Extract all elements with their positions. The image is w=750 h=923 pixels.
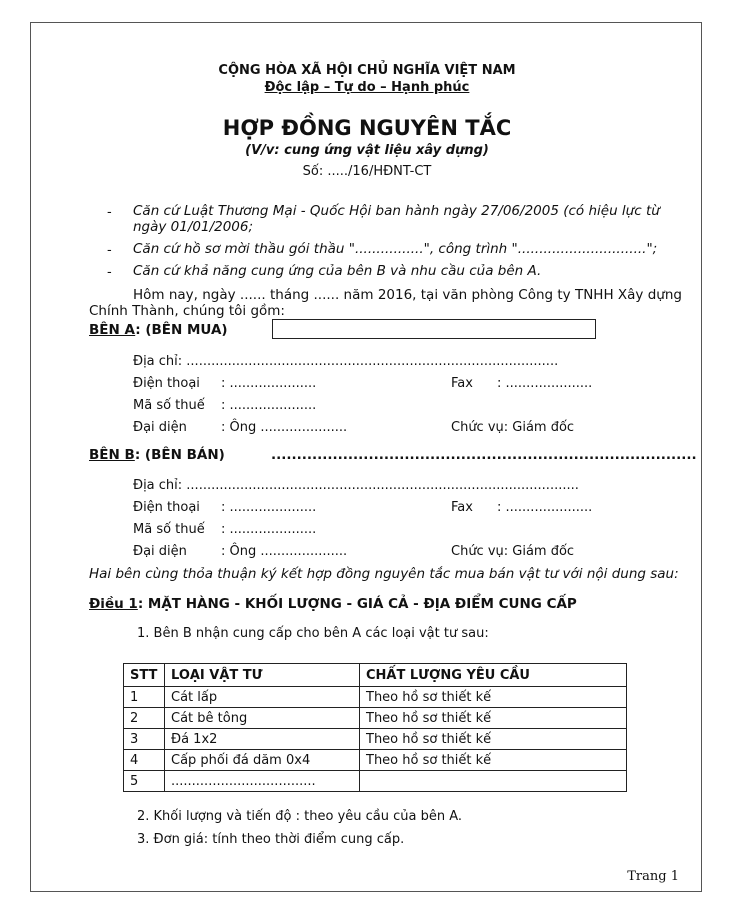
party-b-fax-value: : ..................... [497, 500, 593, 515]
nation-heading: CỘNG HÒA XÃ HỘI CHỦ NGHĨA VIỆT NAM [218, 63, 516, 78]
article-1-heading: Điều 1: MẶT HÀNG - KHỐI LƯỢNG - GIÁ CẢ - ĐỊA ĐIỂM CUNG CẤP [89, 596, 577, 612]
bullet-dash: - [107, 205, 112, 220]
cell-material: Cát bê tông [165, 708, 360, 729]
article-1-item-1: 1. Bên B nhận cung cấp cho bên A các loại vật tư sau: [137, 626, 489, 641]
table-row [124, 687, 627, 708]
document-page [30, 22, 702, 892]
party-b-rep-value: : Ông ..................... [221, 544, 348, 559]
party-b-phone-label: Điện thoại [133, 500, 200, 515]
party-b-address: Địa chỉ: ............................................................................................... [133, 478, 579, 493]
materials-table [123, 663, 627, 792]
bullet-dash: - [107, 265, 112, 280]
party-b-fax-label: Fax [451, 500, 473, 515]
table-row [124, 771, 627, 792]
party-b-name-line: ................................................................................... [271, 447, 697, 463]
motto: Độc lập – Tự do – Hạnh phúc [264, 80, 470, 95]
table-row [124, 750, 627, 771]
document-subtitle: (V/v: cung ứng vật liệu xây dựng) [245, 143, 489, 158]
page-number: Trang 1 [627, 869, 679, 884]
cell-material: Cát lấp [165, 687, 360, 708]
col-stt-header: STT [124, 664, 165, 687]
cell-material: ................................... [165, 771, 360, 792]
party-a-phone-value: : ..................... [221, 376, 317, 391]
document-number: Số: ...../16/HĐNT-CT [302, 164, 432, 179]
intro-line2: Chính Thành, chúng tôi gồm: [89, 303, 285, 319]
party-a-tax-label: Mã số thuế [133, 398, 205, 413]
party-a-position: Chức vụ: Giám đốc [451, 420, 575, 435]
party-b-rep-label: Đại diện [133, 544, 187, 559]
cell-stt: 1 [124, 687, 165, 708]
cell-quality: Theo hồ sơ thiết kế [360, 750, 627, 771]
basis-2: Căn cứ hồ sơ mời thầu gói thầu "................", công trình ".............................."; [133, 241, 658, 257]
cell-stt: 3 [124, 729, 165, 750]
party-a-address: Địa chỉ: .......................................................................................... [133, 354, 559, 369]
cell-quality: Theo hồ sơ thiết kế [360, 708, 627, 729]
table-row [124, 708, 627, 729]
col-material-header: LOẠI VẬT TƯ [165, 664, 360, 687]
cell-quality: Theo hồ sơ thiết kế [360, 729, 627, 750]
party-a-rep-value: : Ông ..................... [221, 420, 348, 435]
party-a-name-field[interactable] [272, 319, 596, 339]
article-1-item-3: 3. Đơn giá: tính theo thời điểm cung cấp. [137, 832, 405, 847]
party-a-heading: BÊN A: (BÊN MUA) [89, 322, 228, 338]
party-b-heading: BÊN B: (BÊN BÁN) [89, 447, 225, 463]
cell-stt: 4 [124, 750, 165, 771]
basis-1-line1: Căn cứ Luật Thương Mại - Quốc Hội ban hành ngày 27/06/2005 (có hiệu lực từ [133, 203, 660, 219]
cell-material: Đá 1x2 [165, 729, 360, 750]
party-a-fax-value: : ..................... [497, 376, 593, 391]
cell-quality [360, 771, 627, 792]
document-title: HỢP ĐỒNG NGUYÊN TẮC [222, 116, 512, 140]
party-a-tax-value: : ..................... [221, 398, 317, 413]
cell-material: Cấp phối đá dăm 0x4 [165, 750, 360, 771]
table-row [124, 729, 627, 750]
article-1-item-2: 2. Khối lượng và tiến độ : theo yêu cầu của bên A. [137, 809, 463, 824]
party-b-phone-value: : ..................... [221, 500, 317, 515]
agreement-text: Hai bên cùng thỏa thuận ký kết hợp đồng nguyên tắc mua bán vật tư với nội dung sau: [89, 566, 679, 582]
table-header-row [124, 664, 627, 687]
basis-1-line2: ngày 01/01/2006; [133, 219, 254, 235]
party-a-rep-label: Đại diện [133, 420, 187, 435]
party-b-tax-label: Mã số thuế [133, 522, 205, 537]
col-quality-header: CHẤT LƯỢNG YÊU CẦU [360, 664, 627, 687]
basis-3: Căn cứ khả năng cung ứng của bên B và nhu cầu của bên A. [133, 263, 542, 279]
party-b-position: Chức vụ: Giám đốc [451, 544, 575, 559]
party-b-tax-value: : ..................... [221, 522, 317, 537]
bullet-dash: - [107, 243, 112, 258]
cell-stt: 5 [124, 771, 165, 792]
intro-line1: Hôm nay, ngày ...... tháng ...... năm 2016, tại văn phòng Công ty TNHH Xây dựng [133, 287, 682, 303]
cell-quality: Theo hồ sơ thiết kế [360, 687, 627, 708]
cell-stt: 2 [124, 708, 165, 729]
party-a-fax-label: Fax [451, 376, 473, 391]
party-a-phone-label: Điện thoại [133, 376, 200, 391]
